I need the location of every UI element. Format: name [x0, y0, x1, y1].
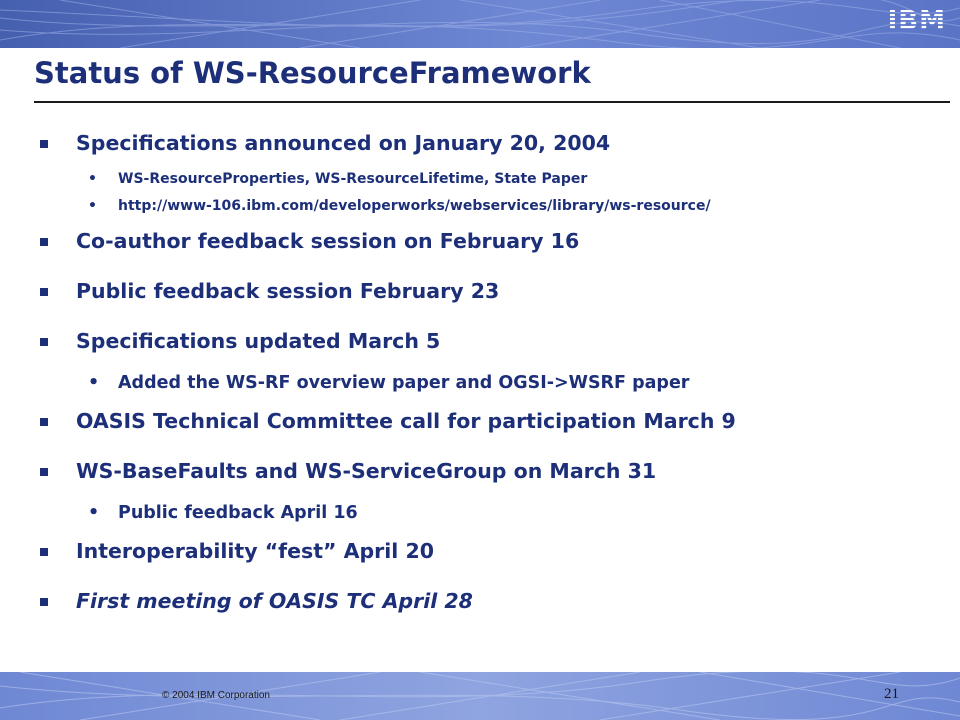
- square-bullet-icon: [40, 598, 48, 606]
- bullet-item: [36, 404, 936, 454]
- square-bullet-icon: [40, 140, 48, 148]
- bullet-item: [36, 324, 936, 374]
- bullet-item: [36, 534, 936, 584]
- bullet-text: Co-author feedback session on February 16: [76, 229, 580, 253]
- bullet-list: [36, 126, 936, 634]
- copyright-text: © 2004 IBM Corporation: [162, 690, 270, 701]
- footer-wave-pattern: [0, 672, 960, 720]
- sub-bullet-link[interactable]: http://www-106.ibm.com/developerworks/webservices/library/ws-resource/: [118, 198, 711, 214]
- bullet-item: [36, 584, 936, 634]
- sub-bullet-item: [36, 498, 936, 534]
- ibm-logo: IBM: [887, 6, 946, 36]
- square-bullet-icon: [40, 548, 48, 556]
- square-bullet-icon: [40, 288, 48, 296]
- sub-bullet-text: WS-ResourceProperties, WS-ResourceLifetime, State Paper: [118, 171, 588, 187]
- bullet-item: [36, 224, 936, 274]
- bullet-item: [36, 454, 936, 504]
- title-divider: [34, 101, 950, 103]
- sub-bullet-item: [36, 168, 936, 195]
- header-banner: [0, 0, 960, 48]
- square-bullet-icon: [40, 238, 48, 246]
- sub-bullet-text: Public feedback April 16: [118, 503, 358, 523]
- dot-bullet-icon: •: [88, 198, 97, 214]
- square-bullet-icon: [40, 468, 48, 476]
- dot-bullet-icon: •: [88, 503, 100, 523]
- sub-bullet-item: [36, 368, 936, 404]
- slide-title: Status of WS-ResourceFramework: [34, 56, 591, 90]
- sub-bullet-text: Added the WS-RF overview paper and OGSI->WSRF paper: [118, 373, 690, 393]
- bullet-text: Specifications announced on January 20, 2004: [76, 131, 611, 155]
- square-bullet-icon: [40, 338, 48, 346]
- square-bullet-icon: [40, 418, 48, 426]
- bullet-text: OASIS Technical Committee call for participation March 9: [76, 409, 736, 433]
- bullet-text: Public feedback session February 23: [76, 279, 500, 303]
- sub-bullet-item: [36, 195, 936, 222]
- dot-bullet-icon: •: [88, 373, 100, 393]
- bullet-item: [36, 274, 936, 324]
- banner-wave-pattern: [0, 0, 960, 48]
- bullet-text: Specifications updated March 5: [76, 329, 441, 353]
- bullet-text: WS-BaseFaults and WS-ServiceGroup on March 31: [76, 459, 657, 483]
- dot-bullet-icon: •: [88, 171, 97, 187]
- bullet-text: Interoperability “fest” April 20: [76, 539, 434, 563]
- footer-banner: [0, 672, 960, 720]
- page-number: 21: [884, 686, 899, 702]
- bullet-text: First meeting of OASIS TC April 28: [76, 589, 473, 613]
